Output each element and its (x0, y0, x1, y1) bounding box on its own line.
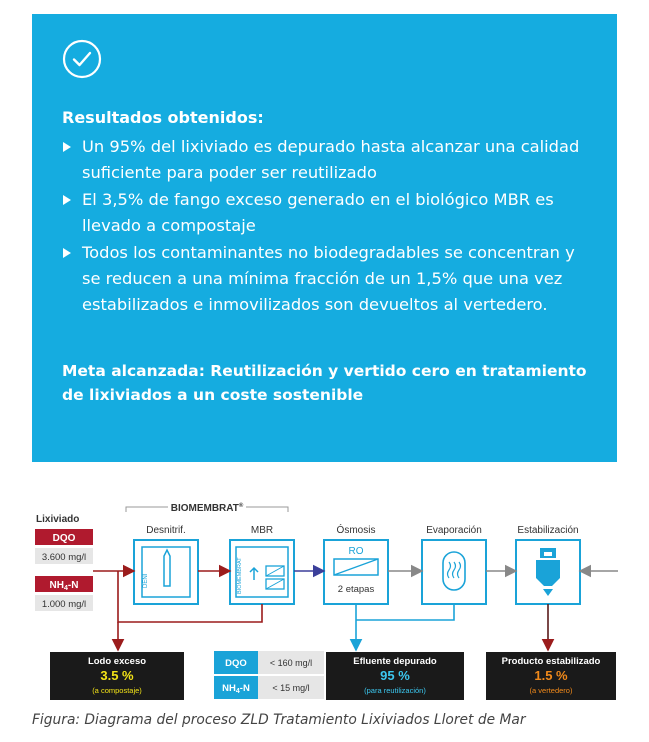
effluent-line-evap (356, 604, 454, 620)
check-circle-icon (62, 39, 102, 79)
stage-label-osmosis: Ósmosis (336, 525, 376, 536)
figure-caption: Figura: Diagrama del proceso ZLD Tratamiento Lixiviados Lloret de Mar (32, 712, 526, 728)
eff-nh4-label: $NH_4-N$ (222, 683, 250, 695)
silo-window (544, 552, 552, 556)
producto-title: Producto estabilizado (501, 656, 601, 667)
biomembrat-label: BIOMEMBRAT® (170, 503, 244, 514)
list-item (62, 240, 592, 318)
mbr-vertical-label: BIOMEMBRAT (237, 557, 243, 594)
list-item (62, 187, 592, 239)
desnitrif-box (134, 540, 198, 604)
list-item-text: El 3,5% de fango exceso generado en el biológico MBR es llevado a compostaje (82, 190, 554, 235)
stage-label-evaporacion: Evaporación (426, 525, 482, 536)
results-list (62, 134, 592, 319)
list-item-text: Un 95% del lixiviado es depurado hasta alcanzar una calidad suficiente para poder ser reutilizado (82, 137, 580, 182)
nh4-tag-label: $NH_4-N$ (49, 580, 79, 592)
nh4-value: 1.000 mg/l (41, 599, 87, 610)
efluente-note: (para reutilización) (364, 686, 426, 695)
process-diagram (30, 492, 620, 704)
dqo-tag-label: DQO (52, 533, 76, 544)
efluente-value: 95 % (380, 668, 410, 683)
results-card (32, 14, 617, 462)
stage-label-desnitrif: Desnitrif. (146, 525, 186, 536)
producto-note: (a vertedero) (529, 686, 573, 695)
producto-value: 1.5 % (534, 668, 568, 683)
lodo-title: Lodo exceso (87, 656, 147, 667)
input-label: Lixiviado (36, 514, 80, 525)
ro-label: RO (348, 546, 364, 557)
goal-statement: Meta alcanzada: Reutilización y vertido cero en tratamiento de lixiviados a un coste sostenible (62, 362, 587, 404)
lodo-value: 3.5 % (100, 668, 134, 683)
triangle-bullet-icon (63, 195, 71, 205)
dqo-value: 3.600 mg/l (41, 552, 87, 563)
triangle-bullet-icon (63, 248, 71, 258)
stage-label-mbr: MBR (250, 525, 274, 536)
eff-nh4-value: < 15 mg/l (272, 683, 310, 693)
eff-dqo-label: DQO (225, 658, 247, 669)
list-item (62, 134, 592, 186)
deni-label: DENI (143, 573, 149, 588)
triangle-bullet-icon (63, 142, 71, 152)
stage-label-estabilizacion: Estabilización (517, 525, 579, 536)
efluente-title: Efluente depurado (353, 656, 437, 667)
results-heading: Resultados obtenidos: (62, 108, 264, 127)
lodo-note: (a compostaje) (92, 686, 142, 695)
list-item-text: Todos los contaminantes no biodegradables se concentran y se reducen a una mínima fracción de un 1,5% que una vez estabilizados e inmovilizados son devueltos al vertedero. (82, 243, 575, 314)
evaporacion-box (422, 540, 486, 604)
eff-dqo-value: < 160 mg/l (269, 658, 313, 668)
ro-stages: 2 etapas (337, 584, 375, 595)
